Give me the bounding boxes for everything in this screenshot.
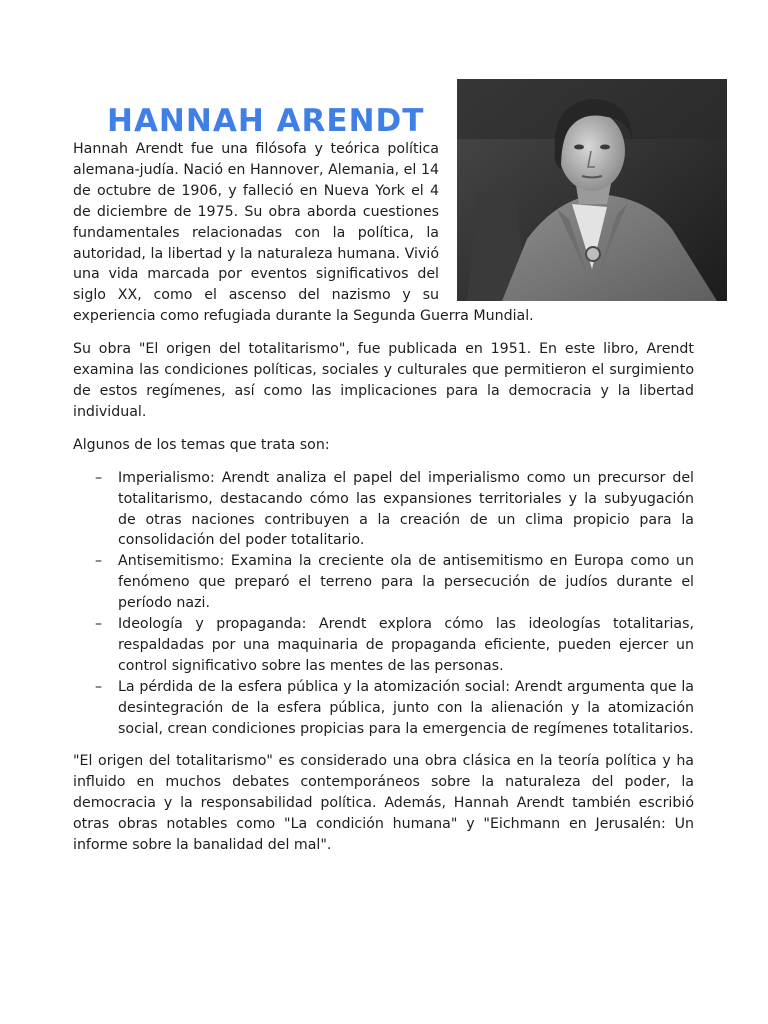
intro-text: Hannah Arendt fue una filósofa y teórica política alemana-judía. Nació en Hannover, Alemania, el 14 de octubre de 1906, y falleció en Nueva York el 4 de diciembre de 1975. Su obra aborda cuestiones fundamentales relacionadas con la política, la autoridad, la libertad y la naturaleza humana. Vivió una vida marcada por eventos significativos del siglo XX, como el ascenso del nazismo y su experiencia como refugiada durante la Segunda Guerra Mundial.	[73, 141, 534, 325]
closing-paragraph: "El origen del totalitarismo" es considerado una obra clásica en la teoría política y ha influido en muchos debates contemporáneos sobre la naturaleza del poder, la democracia y la responsabilidad política. Además, Hannah Arendt también escribió otras obras notables como "La condición humana" y "Eichmann en Jerusalén: Un informe sobre la banalidad del mal".	[73, 753, 694, 854]
bullet-dash: –	[95, 616, 103, 633]
page-title: HANNAH ARENDT	[107, 102, 425, 139]
bullet-dash: –	[95, 469, 103, 486]
themes-intro: Algunos de los temas que trata son:	[73, 436, 330, 453]
list-item: – Ideología y propaganda: Arendt explora cómo las ideologías totalitarias, respaldadas por una maquinaria de propaganda eficiente, pueden ejercer un control significativo sobre las mentes de las personas.	[95, 616, 694, 674]
article-body	[73, 139, 694, 868]
list-item: – Imperialismo: Arendt analiza el papel del imperialismo como un precursor del totalitarismo, destacando cómo las expansiones territoriales y la subyugación de otras naciones contribuyen a la creación de un clima propicio para la consolidación del poder totalitario.	[95, 469, 694, 549]
bullet-dash: –	[95, 553, 103, 570]
book-paragraph: Su obra "El origen del totalitarismo", fue publicada en 1951. En este libro, Arendt examina las condiciones políticas, sociales y culturales que permitieron el surgimiento de estos regímenes, así como las implicaciones para la democracia y la libertad individual.	[73, 341, 694, 420]
bullet-dash: –	[95, 678, 103, 695]
list-item: – La pérdida de la esfera pública y la atomización social: Arendt argumenta que la desintegración de la esfera pública, junto con la alienación y la atomización social, crean condiciones propicias para la emergencia de regímenes totalitarios.	[95, 678, 694, 737]
themes-list	[73, 468, 694, 740]
intro-paragraph	[73, 139, 694, 327]
list-item: – Antisemitismo: Examina la creciente ola de antisemitismo en Europa como un fenómeno que preparó el terreno para la persecución de judíos durante el período nazi.	[95, 553, 694, 612]
